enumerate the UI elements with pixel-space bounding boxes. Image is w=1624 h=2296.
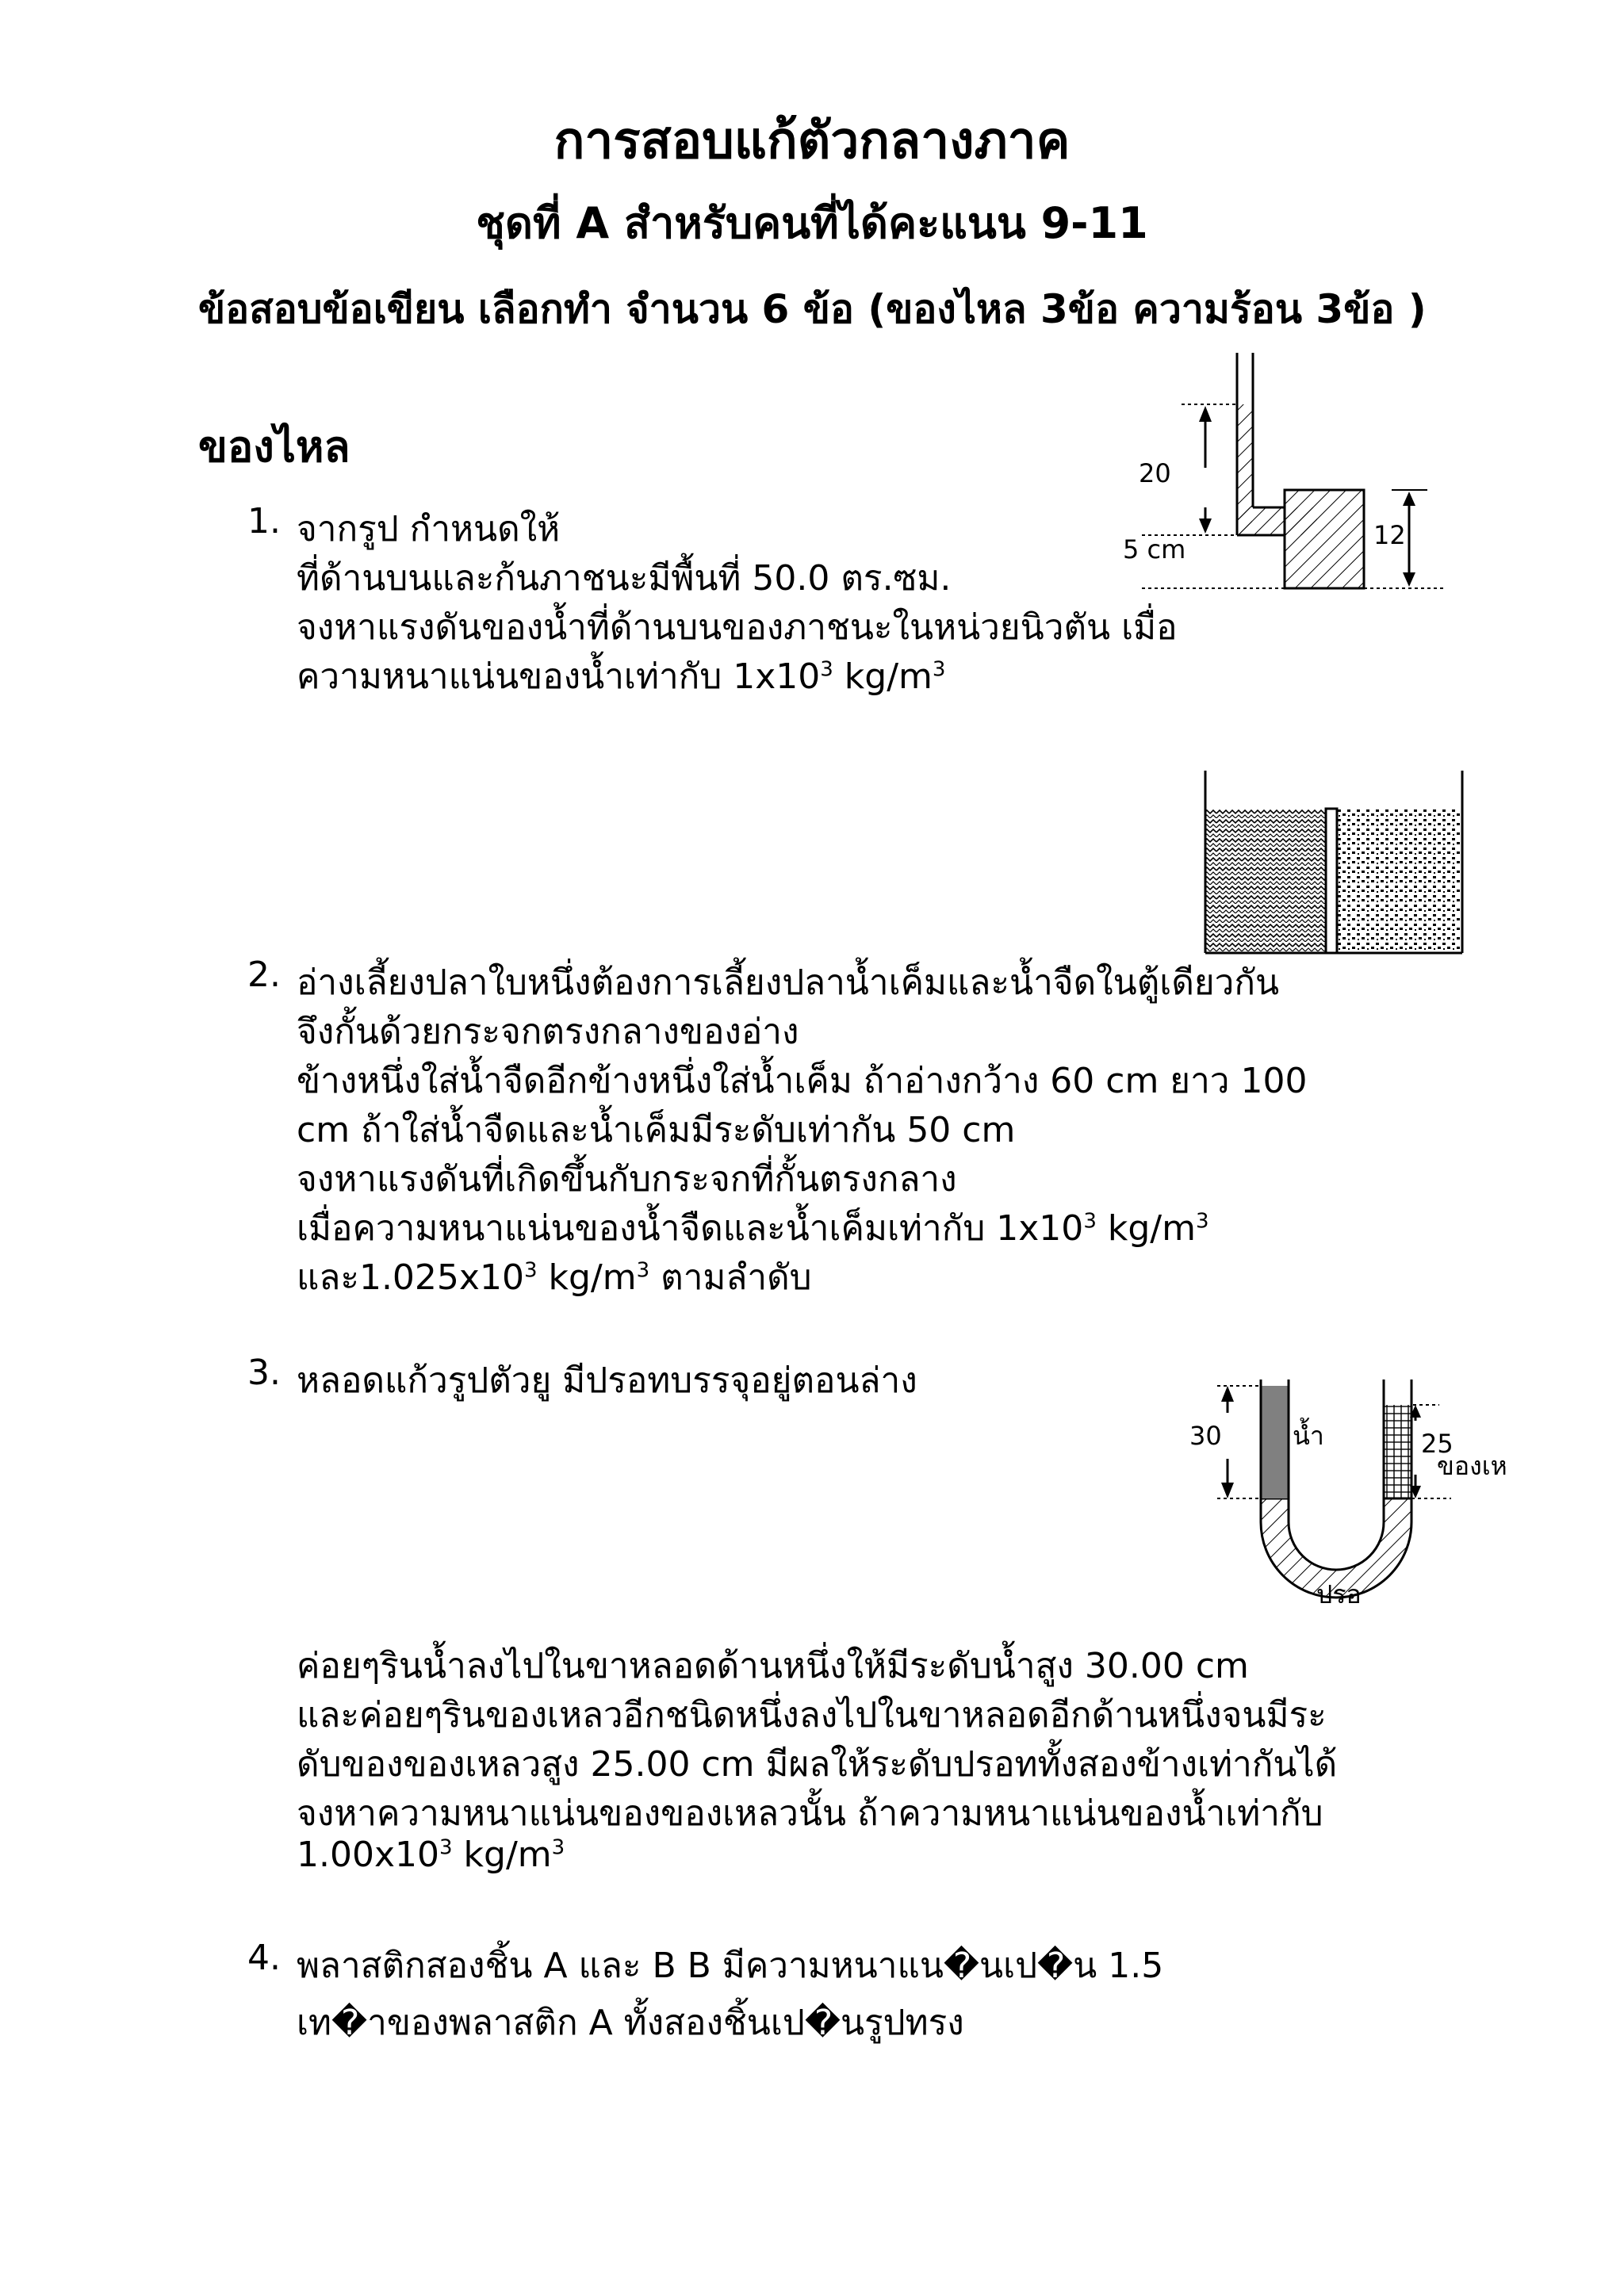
question-number: 2. — [247, 955, 281, 995]
density-text: และ1.025x10 — [297, 1257, 524, 1298]
question-text-line: ที่ด้านบนและก้นภาชนะมีพื้นที่ 50.0 ตร.ซม. — [297, 558, 952, 599]
question-text-line: จงหาแรงดันที่เกิดขึ้นกับกระจกที่กั้นตรงกลาง — [297, 1159, 957, 1200]
exponent: 3 — [551, 1835, 565, 1860]
question-text-line: จงหาแรงดันของน้ำที่ด้านบนของภาชนะในหน่วยนิวตัน เมื่อ — [297, 607, 1178, 648]
question-text-line: cm ถ้าใส่น้ำจืดและน้ำเค็มมีระดับเท่ากัน 50 cm — [297, 1110, 1016, 1150]
density-line — [297, 1200, 1209, 1256]
question-text-line: เท�าของพลาสติก A ทั้งสองชิ้นเป�นรูปทรง — [297, 2003, 964, 2043]
fish-tank-diagram — [1204, 771, 1465, 955]
question-text-line: พลาสติกสองชิ้น A และ B B มีความหนาแน�นเป�น 1.5 — [297, 1946, 1164, 1986]
exponent: 3 — [1083, 1209, 1097, 1234]
density-text: ความหนาแน่นของน้ำเท่ากับ 1x10 — [297, 656, 821, 697]
unit-text: kg/m — [537, 1257, 637, 1298]
unit-text: ตามลำดับ — [649, 1257, 812, 1298]
exponent: 3 — [636, 1258, 650, 1283]
section-title: ของไหล — [198, 422, 350, 472]
question-text-line: และค่อยๆรินของเหลวอีกชนิดหนึ่งลงไปในขาหลอดอีกด้านหนึ่งจนมีระ — [297, 1695, 1327, 1735]
label-mercury: ปรอ — [1316, 1579, 1362, 1609]
question-text-line: ดับของของเหลวสูง 25.00 cm มีผลให้ระดับปรอททั้งสองข้างเท่ากันได้ — [297, 1744, 1338, 1785]
unit-text: kg/m — [833, 656, 933, 697]
question-text-line: ค่อยๆรินน้ำลงไปในขาหลอดด้านหนึ่งให้มีระดับน้ำสูง 30.00 cm — [297, 1646, 1249, 1686]
exam-instructions: ข้อสอบข้อเขียน เลือกทำ จำนวน 6 ข้อ (ของไหล 3ข้อ ความร้อน 3ข้อ ) — [198, 286, 1427, 332]
label-30: 30 — [1189, 1421, 1222, 1451]
exponent: 3 — [932, 657, 946, 682]
label-liquid: ของเห — [1437, 1451, 1507, 1481]
exponent: 3 — [523, 1258, 538, 1283]
question-number: 1. — [247, 501, 281, 541]
question-text-line: จึงกั้นด้วยกระจกตรงกลางของอ่าง — [297, 1012, 799, 1052]
density-line — [297, 1249, 812, 1305]
label-5cm: 5 cm — [1123, 534, 1186, 564]
question-text-line: จงหาความหนาแน่นของของเหลวนั้น ถ้าความหนาแน่นของน้ำเท่ากับ — [297, 1793, 1323, 1834]
density-line — [297, 649, 945, 704]
question-number: 4. — [247, 1938, 281, 1978]
label-water: น้ำ — [1293, 1421, 1324, 1451]
label-20: 20 — [1139, 458, 1171, 488]
question-number: 3. — [247, 1353, 281, 1393]
page-subtitle: ชุดที่ A สำหรับคนที่ได้คะแนน 9-11 — [476, 198, 1148, 248]
question-text-line: จากรูป กำหนดให้ — [297, 509, 561, 549]
exponent: 3 — [1195, 1209, 1209, 1234]
label-25: 25 — [1421, 1429, 1454, 1459]
unit-text: kg/m — [452, 1835, 552, 1875]
question-text-line: ข้างหนึ่งใส่น้ำจืดอีกข้างหนึ่งใส่น้ำเค็ม ถ้าอ่างกว้าง 60 cm ยาว 100 — [297, 1061, 1308, 1101]
density-text: 1.00x10 — [297, 1835, 439, 1875]
exponent: 3 — [439, 1835, 453, 1860]
page-title: การสอบแก้ตัวกลางภาค — [553, 112, 1071, 170]
unit-text: kg/m — [1096, 1208, 1196, 1249]
density-line — [297, 1835, 565, 1875]
u-tube-diagram — [1166, 1364, 1530, 1617]
exponent: 3 — [820, 657, 833, 682]
density-text: เมื่อความหนาแน่นของน้ำจืดและน้ำเค็มเท่ากับ 1x10 — [297, 1208, 1084, 1249]
question-text-line: อ่างเลี้ยงปลาใบหนึ่งต้องการเลี้ยงปลาน้ำเค็มและน้ำจืดในตู้เดียวกัน — [297, 962, 1280, 1003]
container-diagram — [1094, 349, 1427, 603]
question-text-line: หลอดแก้วรูปตัวยู มีปรอทบรรจุอยู่ตอนล่าง — [297, 1360, 917, 1401]
label-12: 12 — [1373, 520, 1406, 550]
